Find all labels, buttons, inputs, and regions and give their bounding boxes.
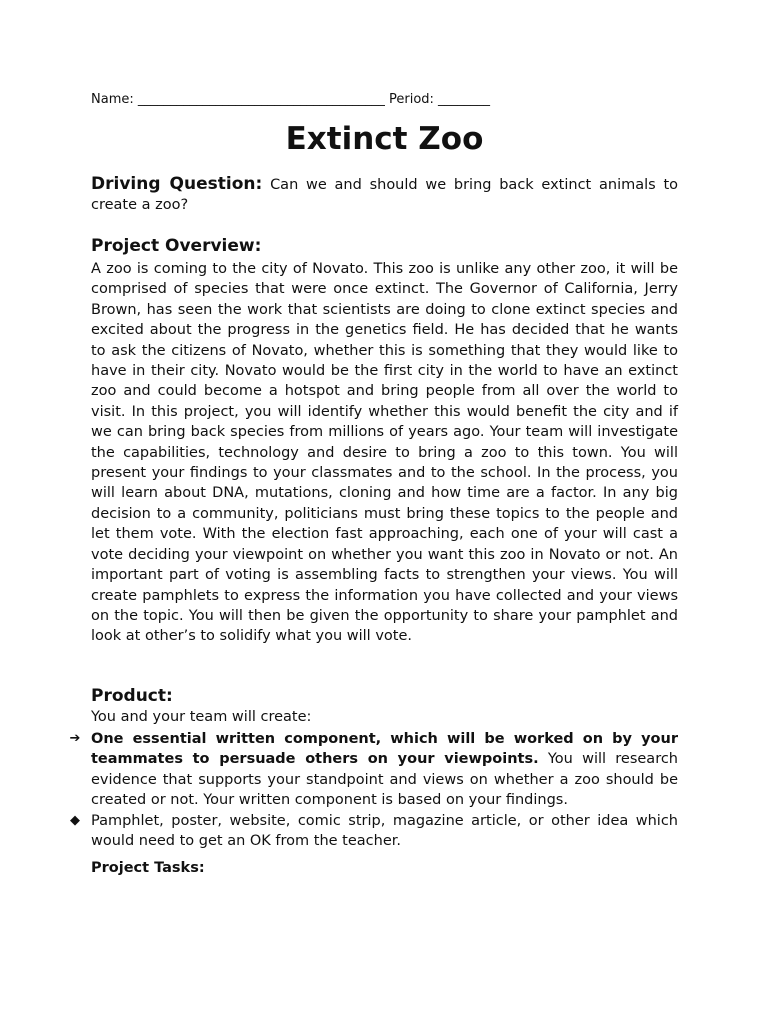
tasks-heading: Project Tasks:: [91, 860, 205, 876]
document-title: Extinct Zoo: [285, 121, 484, 157]
overview-heading: Project Overview:: [91, 236, 262, 256]
diamond-bullet-icon: ◆: [70, 812, 80, 828]
list-item: [70, 811, 678, 852]
product-item-bold: One essential written component, which will be worked on by your teammates to persuade others on your viewpoints.: [91, 731, 678, 768]
product-item-text: You will research evidence that supports your standpoint and views on whether a zoo should be created or not. Your written component is based on your findings.: [91, 751, 678, 809]
arrow-bullet-icon: ➔: [69, 731, 81, 746]
name-period-line: Name: ______________________________________ Period: ________: [91, 92, 491, 107]
list-item: [69, 729, 678, 811]
product-list: [69, 729, 678, 851]
product-heading: Product:: [91, 686, 173, 706]
overview-paragraph: A zoo is coming to the city of Novato. This zoo is unlike any other zoo, it will be comprised of species that were once extinct. The Governor of California, Jerry Brown, has seen the work that scientists are doing to clone extinct species and excited about the progress in the genetics field. He has decided that he wants to ask the citizens of Novato, whether this is something that they would like to have in their city. Novato would be the first city in the world to have an extinct zoo and could become a hotspot and bring people from all over the world to visit. In this project, you will identify whether this would benefit the city and if we can bring back species from millions of years ago. Your team will investigate the capabilities, technology and desire to bring a zoo to this town. You will present your findings to your classmates and to the school. In the process, you will learn about DNA, mutations, cloning and how time are a factor. In any big decision to a community, politicians must bring these topics to the people and let them vote. With the election fast approaching, each one of your will cast a vote deciding your viewpoint on whether you want this zoo in Novato or not. An important part of voting is assembling facts to strengthen your views. You will create pamphlets to express the information you have collected and your views on the topic. You will then be given the opportunity to share your pamphlet and look at other’s to solidify what you will vote.: [91, 261, 678, 645]
product-item-text: Pamphlet, poster, website, comic strip, magazine article, or other idea which would need to get an OK from the teacher.: [91, 812, 678, 850]
driving-question-label: Driving Question:: [91, 174, 263, 194]
driving-question-text: Can we and should we bring back extinct animals to create a zoo?: [91, 177, 678, 213]
driving-question: [91, 174, 678, 215]
product-intro: You and your team will create:: [91, 709, 312, 725]
